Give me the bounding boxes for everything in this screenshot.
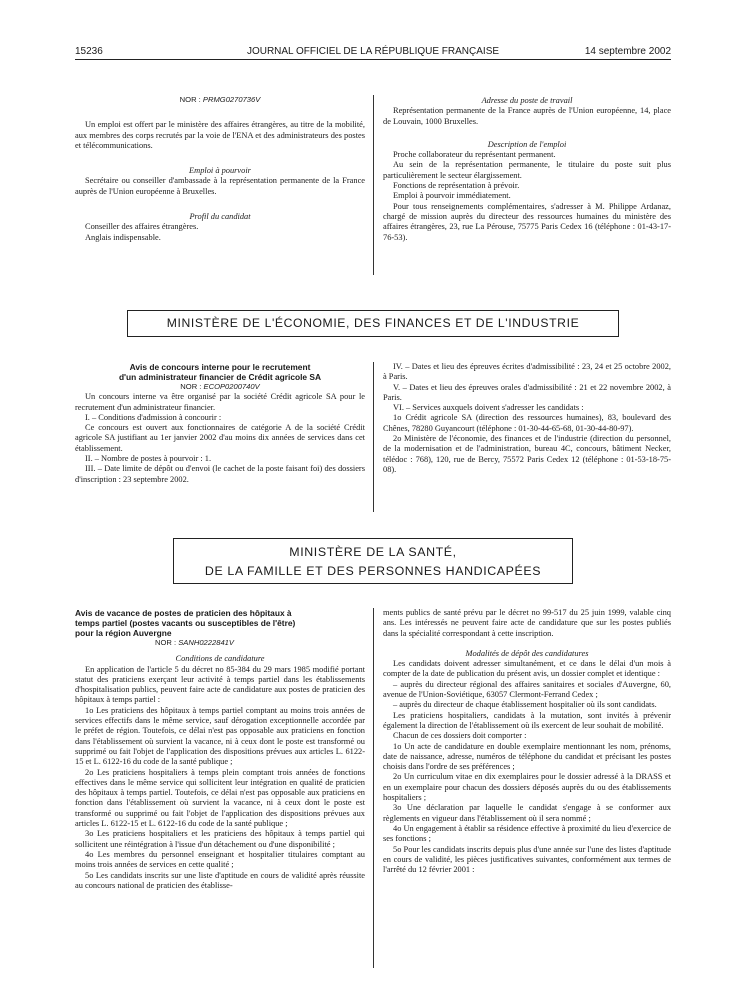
column-divider bbox=[373, 608, 374, 968]
nor-reference: NOR : PRMG0270736V bbox=[179, 95, 261, 104]
section2-paragraph: 2o Ministère de l'économie, des finances et de l'industrie (direction du personnel, de la modernisation et de l'administration, bureau 4C, concours, bâtiment Necker, télédoc : 768), 120, rue de Bercy, 75572 Paris Cedex 12 (téléphone : 01-53-18-75-08). bbox=[383, 434, 671, 474]
ministry-economy-banner: MINISTÈRE DE L'ÉCONOMIE, DES FINANCES ET DE L'INDUSTRIE bbox=[127, 310, 619, 337]
section1-right-column bbox=[383, 96, 671, 243]
journal-title: JOURNAL OFFICIEL DE LA RÉPUBLIQUE FRANÇAISE bbox=[246, 46, 500, 57]
section3-left-column bbox=[75, 608, 365, 891]
emploi-heading: Emploi à pourvoir bbox=[189, 166, 251, 176]
dash-item: – auprès du directeur de chaque établissement hospitalier où ils sont candidats. bbox=[393, 700, 657, 710]
nor-reference: NOR : ECOP0200740V bbox=[180, 382, 260, 391]
description-line: Pour tous renseignements complémentaires, s'adresser à M. Philippe Ardanaz, chargé de mission auprès du directeur des ressources humaines du ministère des affaires étrangères, 23, rue La Pérouse, 75775 Paris Cedex 16 (téléphone : 01-43-17-76-53). bbox=[383, 201, 671, 242]
dossier-intro: Chacun de ces dossiers doit comporter : bbox=[393, 731, 527, 741]
section2-right-column bbox=[383, 362, 671, 475]
section3-paragraph: 4o Les membres du personnel enseignant et hospitalier titulaires comptant au moins trois années de services en cette qualité ; bbox=[75, 849, 365, 870]
dossier-item: 3o Une déclaration par laquelle le candidat s'engage à se conformer aux règlements en vigueur dans l'établissement où il sera nommé ; bbox=[383, 803, 671, 823]
profil-line: Conseiller des affaires étrangères. bbox=[85, 222, 199, 232]
issue-date: 14 septembre 2002 bbox=[584, 46, 671, 57]
section2-paragraph: III. – Date limite de dépôt ou d'envoi (le cachet de la poste faisant foi) des dossiers d'inscription : 23 septembre 2002. bbox=[75, 464, 365, 484]
section3-paragraph: 5o Les candidats inscrits sur une liste d'aptitude en cours de validité après réussite au concours national de praticien des établisse- bbox=[75, 870, 365, 890]
description-line: Fonctions de représentation à prévoir. bbox=[393, 181, 520, 191]
section3-paragraph: 2o Les praticiens hospitaliers à temps plein comptant trois années de fonctions effectives dans le même service qui sollicitent leur intégration en qualité de praticien des hôpitaux à temps partiel. Toutefois, ce délai n'est pas opposable aux praticiens en fonction dans l'établissement où survient la vacance, ni à ceux dont le poste est transformé ou supprimé ou fait l'objet de l'application des dispositions prévues aux articles L. 6122-15 et L. 6122-16 du code de la santé publique ; bbox=[75, 767, 365, 829]
section1-left-column bbox=[75, 95, 365, 243]
adresse-text: Représentation permanente de la France auprès de l'Union européenne, 14, place de Louvain, 1000 Bruxelles. bbox=[383, 106, 671, 126]
description-line: Proche collaborateur du représentant permanent. bbox=[393, 150, 556, 160]
section3-right-column bbox=[383, 608, 671, 875]
section3-title: Avis de vacance de postes de praticien des hôpitaux à temps partiel (postes vacants ou susceptibles de l'être) pour la région Auvergne bbox=[75, 608, 296, 638]
dossier-item: 5o Pour les candidats inscrits depuis plus d'une année sur l'une des listes d'aptitude en cours de validité, les pièces justificatives suivantes, conformément aux termes de l'arrêté du 12 février 2001 : bbox=[383, 844, 671, 875]
description-heading: Description de l'emploi bbox=[487, 139, 567, 149]
section2-left-column bbox=[75, 362, 365, 485]
dash-item: – auprès du directeur régional des affaires sanitaires et sociales d'Auvergne, 60, avenue de l'Union-Soviétique, 63057 Clermont-Ferrand Cedex ; bbox=[383, 679, 671, 700]
section2-paragraph: IV. – Dates et lieu des épreuves écrites d'admissibilité : 23, 24 et 25 octobre 2002, à Paris. bbox=[383, 362, 671, 382]
section3-continuation: ments publics de santé prévu par le décret no 99-517 du 25 juin 1999, valable cinq ans. Les intéressés ne peuvent faire acte de candidature que sur les postes publiés dans la spécialité correspondant à cette inscription. bbox=[383, 608, 671, 638]
section1-intro: Un emploi est offert par le ministère des affaires étrangères, au titre de la mobilité, aux membres des corps recrutés par la voie de l'ENA et des administrateurs des postes et télécommunications. bbox=[75, 120, 365, 150]
section2-paragraph: Ce concours est ouvert aux fonctionnaires de catégorie A de la société Crédit agricole SA justifiant au 1er janvier 2002 d'au moins dix années de services dans cet établissement. bbox=[75, 423, 365, 453]
nor-reference: NOR : SANH0222841V bbox=[155, 638, 234, 647]
dossier-item: 2o Un curriculum vitae en dix exemplaires pour le dossier adressé à la DRASS et en un exemplaire pour chacun des dossiers déposés auprès du ou des établissements hospitaliers ; bbox=[383, 772, 671, 803]
section2-paragraph: 1o Crédit agricole SA (direction des ressources humaines), 83, boulevard des Chênes, 78280 Guyancourt (téléphone : 01-30-44-65-68, 01-30-44-80-97). bbox=[383, 413, 671, 433]
emploi-text: Secrétaire ou conseiller d'ambassade à la représentation permanente de la France auprès de l'Union européenne à Bruxelles. bbox=[75, 176, 365, 196]
mutation-text: Les praticiens hospitaliers, candidats à la mutation, sont invités à prévenir également la direction de l'établissement où ils exercent de leur souhait de mobilité. bbox=[383, 710, 671, 730]
dossier-item: 1o Un acte de candidature en double exemplaire mentionnant les nom, prénoms, date de naissance, adresse, numéros de téléphone du candidat et précisant les postes choisis dans l'ordre de ses préférences ; bbox=[383, 741, 671, 772]
page-number: 15236 bbox=[75, 46, 103, 57]
column-divider bbox=[373, 362, 374, 512]
page-header bbox=[75, 44, 671, 60]
section2-paragraph: I. – Conditions d'admission à concourir : bbox=[85, 412, 222, 422]
section2-paragraph: Un concours interne va être organisé par la société Crédit agricole SA pour le recrutement d'un administrateur financier. bbox=[75, 392, 365, 412]
dossier-item: 4o Un engagement à établir sa résidence effective à proximité du lieu d'exercice de ses fonctions ; bbox=[383, 823, 671, 844]
profil-line: Anglais indispensable. bbox=[85, 232, 161, 242]
section2-paragraph: VI. – Services auxquels doivent s'adresser les candidats : bbox=[393, 403, 584, 413]
description-line: Au sein de la représentation permanente, le titulaire du poste suit plus particulièrement le secteur élargissement. bbox=[383, 160, 671, 180]
section2-paragraph: II. – Nombre de postes à pourvoir : 1. bbox=[85, 454, 212, 464]
section2-paragraph: V. – Dates et lieu des épreuves orales d'admissibilité : 21 et 22 novembre 2002, à Paris. bbox=[383, 382, 671, 402]
ministry-health-banner: MINISTÈRE DE LA SANTÉ, DE LA FAMILLE ET DES PERSONNES HANDICAPÉES bbox=[173, 538, 573, 584]
description-line: Emploi à pourvoir immédiatement. bbox=[393, 191, 511, 201]
profil-heading: Profil du candidat bbox=[189, 212, 251, 222]
modalites-heading: Modalités de dépôt des candidatures bbox=[465, 648, 589, 658]
column-divider bbox=[373, 95, 374, 275]
section2-title: Avis de concours interne pour le recrutement d'un administrateur financier de Crédit agricole SA bbox=[118, 362, 322, 382]
modalites-intro: Les candidats doivent adresser simultanément, et ce dans le délai d'un mois à compter de la date de publication du présent avis, un dossier complet et identique : bbox=[383, 659, 671, 679]
section3-paragraph: En application de l'article 5 du décret no 85-384 du 29 mars 1985 modifié portant statut des praticiens exerçant leur activité à temps partiel dans les établissements d'hospitalisation publics, peuvent faire acte de candidature aux postes de praticien des hôpitaux à temps partiel : bbox=[75, 664, 365, 705]
section3-paragraph: 3o Les praticiens hospitaliers et les praticiens des hôpitaux à temps partiel qui sollicitent une réintégration à l'issue d'un détachement ou d'une disponibilité ; bbox=[75, 829, 365, 849]
adresse-heading: Adresse du poste de travail bbox=[481, 96, 573, 105]
section3-paragraph: 1o Les praticiens des hôpitaux à temps partiel comptant au moins trois années de services effectifs dans le même service, sauf dérogation exceptionnelle accordée par le préfet de région. Toutefois, ce délai n'est pas opposable aux praticiens en fonction dans l'établissement où survient la vacance, ni à ceux dont le poste est transformé ou supprimé ou fait l'objet de l'application des dispositions prévues aux articles L. 6122-15 et L. 6122-16 du code de la santé publique ; bbox=[75, 705, 365, 767]
conditions-heading: Conditions de candidature bbox=[175, 654, 265, 664]
